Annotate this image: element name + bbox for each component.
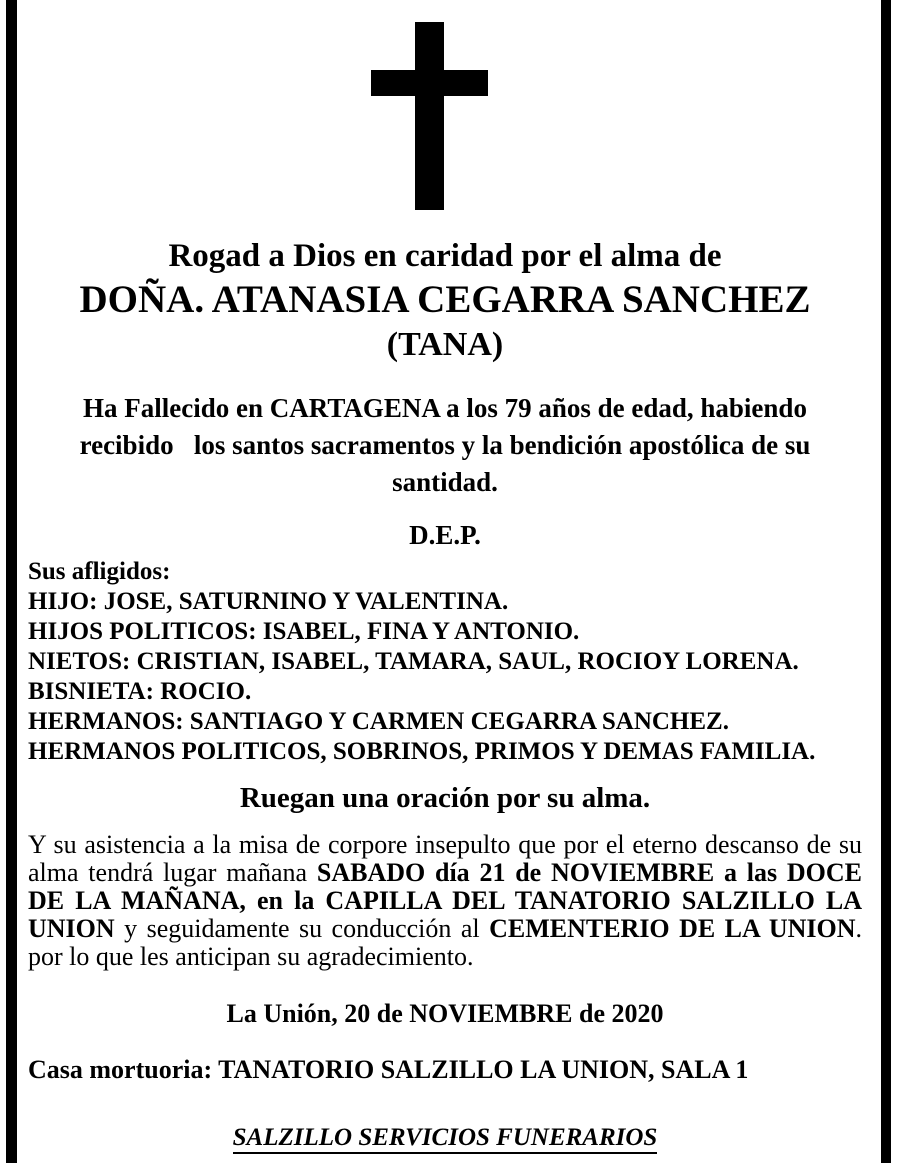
funeral-details-paragraph [28,831,862,971]
funeral-details-run: SABADO día 21 de NOVIEMBRE a las DOCE DE LA MAÑANA, en la CAPILLA DEL TANATORIO SALZILLO LA UNION [28,858,863,943]
funeral-details-run: . por lo que les anticipan su agradecimiento. [28,914,862,971]
family-intro: Sus afligidos: [28,558,171,585]
mortuary-line: Casa mortuoria: TANATORIO SALZILLO LA UNION, SALA 1 [28,1055,749,1084]
prayer-request: Ruegan una oración por su alma. [239,782,651,814]
family-line-children-in-law: HIJOS POLITICOS: ISABEL, FINA Y ANTONIO. [28,618,580,645]
family-line-extended: HERMANOS POLITICOS, SOBRINOS, PRIMOS Y DEMAS FAMILIA. [28,738,816,765]
document-content [28,0,862,1153]
family-line-children: HIJO: JOSE, SATURNINO Y VALENTINA. [28,588,509,615]
funeral-details-run: y seguidamente su conducción al [114,914,490,943]
dateline: La Unión, 20 de NOVIEMBRE de 2020 [226,999,664,1028]
left-border-bar [6,0,17,1163]
deceased-name: DOÑA. ATANASIA CEGARRA SANCHEZ [79,278,811,321]
death-announcement: Ha Fallecido en CARTAGENA a los 79 años de edad, habiendo recibido los santos sacramentos y la bendición apostólica de su santidad. [79,393,818,497]
funeral-details-run: Y su asistencia a la misa de corpore insepulto que por el eterno descanso de su alma tendrá lugar mañana [28,830,862,887]
deceased-nickname: (TANA) [386,326,504,363]
funeral-details-run: CEMENTERIO DE LA UNION [489,914,856,943]
dep-abbreviation: D.E.P. [409,520,481,550]
family-list [28,557,862,767]
funeral-home-signature [28,1123,862,1153]
latin-cross-icon [371,22,488,210]
family-line-great-granddaughter: BISNIETA: ROCIO. [28,678,252,705]
family-line-siblings: HERMANOS: SANTIAGO Y CARMEN CEGARRA SANCHEZ. [28,708,729,735]
invocation-line: Rogad a Dios en caridad por el alma de [168,238,722,274]
funeral-home-name: SALZILLO SERVICIOS FUNERARIOS [233,1124,658,1154]
family-line-grandchildren: NIETOS: CRISTIAN, ISABEL, TAMARA, SAUL, ROCIOY LORENA. [28,648,799,675]
right-border-bar [881,0,891,1163]
